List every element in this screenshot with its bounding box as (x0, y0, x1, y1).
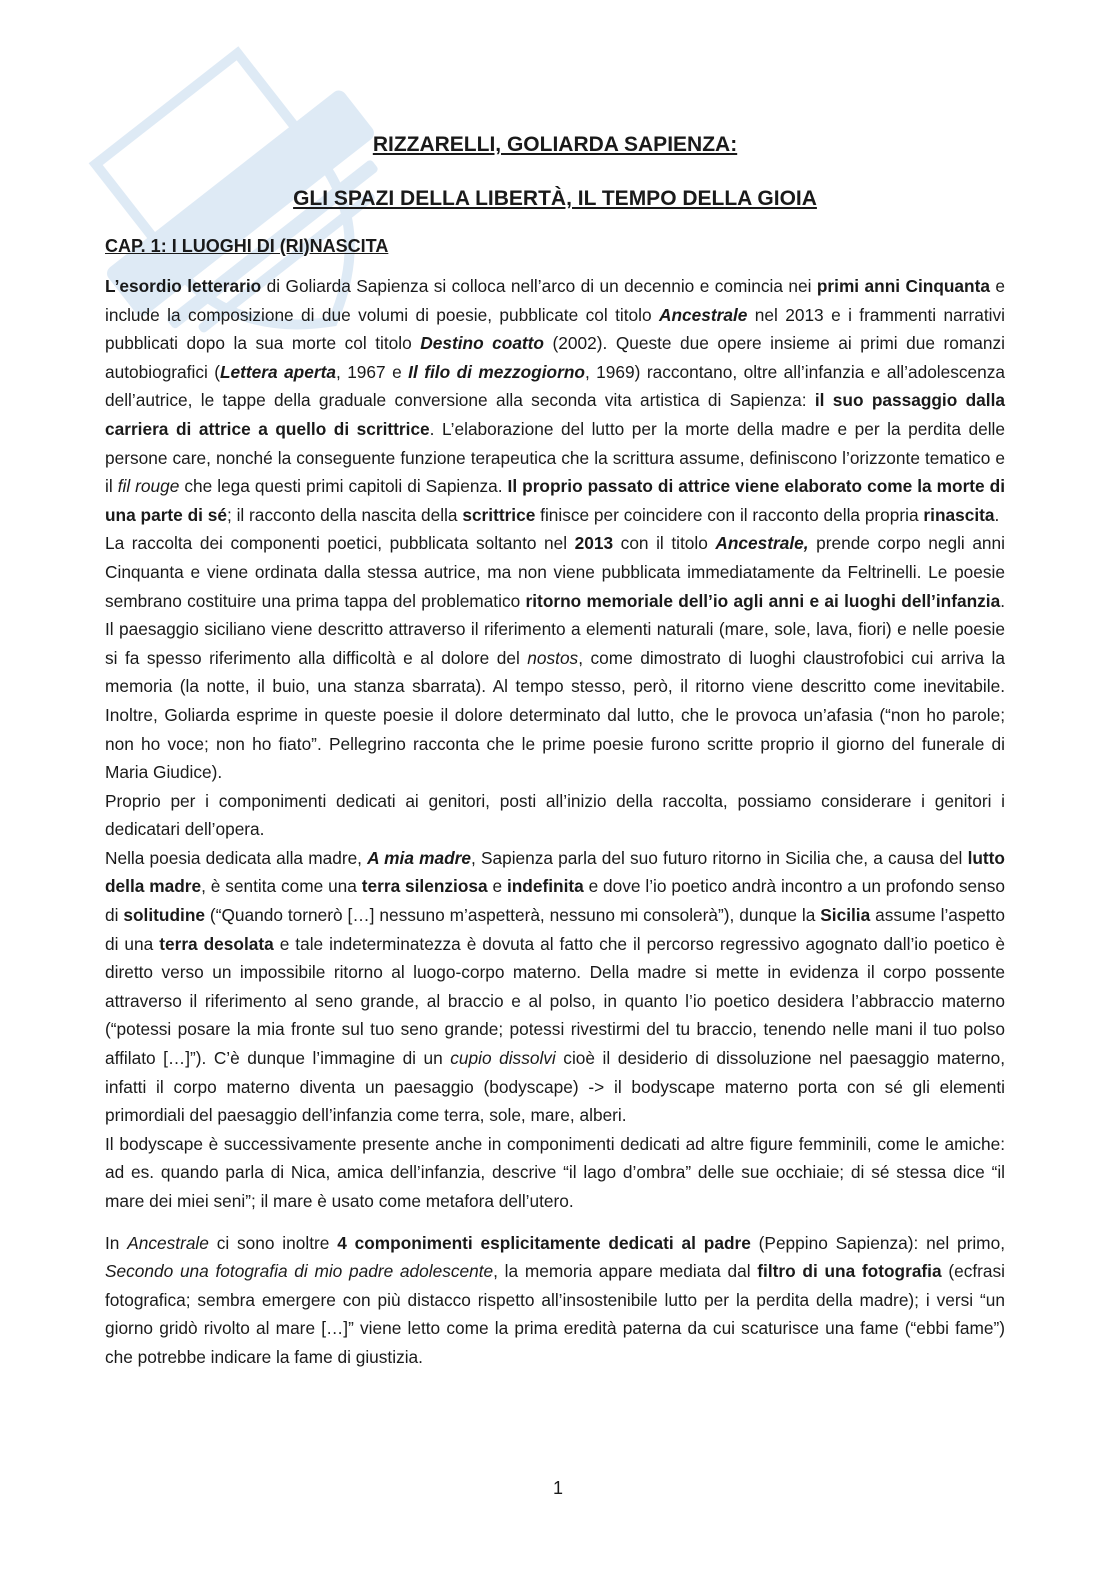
text-run: , 1969) raccontano, oltre all’infanzia e all’adolescenza dell’autrice, le tappe della graduale conversione alla seconda vita artistica di Sapienza: (105, 361, 1006, 411)
emphasis-text: Il filo di mezzogiorno (408, 361, 585, 382)
emphasis-text: Il proprio passato di attrice viene elaborato come la morte di una parte di sé (105, 476, 1006, 525)
text-run: . L’elaborazione del lutto per la morte della madre e per la perdita delle persone care, nonché la conseguente funzione terapeutica che la scrittura assume, definiscono l’orizzonte tematico e il (105, 418, 1005, 497)
emphasis-text: scrittrice (462, 504, 536, 525)
paragraph (105, 1229, 1005, 1372)
text-run: Proprio per i componimenti dedicati ai genitori, posti all’inizio della raccolta, possiamo considerare i genitori i dedicatari dell’opera. (105, 790, 1005, 840)
paragraph (105, 1130, 1005, 1216)
document-page (105, 130, 1005, 1372)
text-run: cioè il desiderio di dissoluzione nel paesaggio materno, infatti il corpo materno diventa un paesaggio (bodyscape) -> il bodyscape materno porta con sé gli elementi primordiali del paesaggio dell’infanzia come terra, sole, mare, alberi. (105, 1048, 1005, 1126)
emphasis-text: 4 componimenti esplicitamente dedicati al padre (337, 1232, 751, 1253)
text-run: prende corpo negli anni Cinquanta e viene ordinata dalla stessa autrice, ma non viene pubblicata immediatamente da Feltrinelli. Le poesie sembrano costituire una prima tappa del problematico (105, 533, 1005, 611)
text-run: In (105, 1232, 128, 1253)
document-title: RIZZARELLI, GOLIARDA SAPIENZA: (372, 133, 738, 156)
text-run: finisce per coincidere con il racconto della propria (535, 504, 924, 525)
emphasis-text: ritorno memoriale dell’io agli anni e ai luoghi dell’infanzia (525, 590, 1001, 611)
emphasis-text: rinascita (923, 504, 995, 525)
text-run: e include la composizione di due volumi di poesie, pubblicate col titolo (105, 276, 1006, 325)
page-number: 1 (552, 1478, 563, 1498)
body-text (105, 272, 1005, 1372)
emphasis-text: lutto della madre (105, 847, 1005, 897)
emphasis-text: L’esordio letterario (105, 276, 262, 296)
document-subtitle: GLI SPAZI DELLA LIBERTÀ, IL TEMPO DELLA GIOIA (293, 187, 817, 210)
text-run: Il bodyscape è successivamente presente anche in componimenti dedicati ad altre figure femminili, come le amiche: ad es. quando parla di Nica, amica dell’infanzia, descrive “il lago d’ombra” delle sue occhiaie; di sé stessa dice “il mare dei miei seni”; il mare è usato come metafora dell’utero. (105, 1133, 1005, 1211)
emphasis-text: terra silenziosa (361, 876, 488, 897)
paragraph (105, 272, 1005, 529)
text-run: e (487, 876, 507, 897)
emphasis-text: il suo passaggio dalla carriera di attrice a quello di scrittrice (105, 390, 1005, 439)
emphasis-text: Ancestrale, (715, 533, 809, 554)
text-run: , la memoria appare mediata dal (493, 1261, 758, 1282)
text-run: (“Quando tornerò […] nessuno m’aspetterà, nessuno mi consolerà”), dunque la (205, 905, 821, 926)
text-run: , 1967 e (335, 361, 409, 382)
emphasis-text: nostos (527, 647, 579, 668)
text-run: con il titolo (613, 533, 716, 554)
paragraph (105, 844, 1005, 1130)
emphasis-text: Ancestrale (127, 1232, 209, 1253)
paragraph (105, 529, 1005, 786)
text-run: (ecfrasi fotografica; sembra emergere con più distacco rispetto all’insostenibile lutto per la perdita della madre); i versi “un giorno gridò rivolto al mare […]” viene letto come la prima eredità paterna da cui scaturisce una fame (“ebbi fame”) che potrebbe indicare la fame di giustizia. (105, 1261, 1005, 1367)
emphasis-text: solitudine (123, 905, 205, 926)
text-run: Nella poesia dedicata alla madre, (105, 847, 368, 868)
emphasis-text: Destino coatto (420, 333, 544, 354)
emphasis-text: Ancestrale (659, 304, 748, 325)
emphasis-text: 2013 (574, 533, 614, 554)
emphasis-text: cupio dissolvi (450, 1048, 556, 1069)
emphasis-text: Sicilia (820, 905, 871, 926)
emphasis-text: indefinita (506, 876, 584, 897)
text-run: di Goliarda Sapienza si colloca nell’arco di un decennio e comincia nei (261, 276, 817, 296)
emphasis-text: terra desolata (159, 933, 274, 954)
text-run: ; il racconto della nascita della (226, 504, 463, 525)
emphasis-text: Secondo una fotografia di mio padre adolescente (105, 1261, 494, 1282)
emphasis-text: A mia madre (367, 847, 471, 868)
text-run: , Sapienza parla del suo futuro ritorno in Sicilia che, a causa del (470, 847, 968, 868)
text-run: . Il paesaggio siciliano viene descritto attraverso il riferimento a elementi naturali (mare, sole, lava, fiori) e nelle poesie si fa spesso riferimento alla difficoltà e al dolore del (105, 590, 1005, 668)
emphasis-text: primi anni Cinquanta (816, 276, 990, 296)
emphasis-text: fil rouge (117, 476, 180, 497)
text-run: . (994, 504, 1000, 525)
emphasis-text: Lettera aperta (220, 361, 336, 382)
text-run: ci sono inoltre (208, 1232, 338, 1253)
text-run: (Peppino Sapienza): nel primo, (750, 1232, 1005, 1253)
text-run: e dove l’io poetico andrà incontro a un profondo senso di (105, 876, 1005, 926)
emphasis-text: filtro di una fotografia (757, 1261, 942, 1282)
text-run: La raccolta dei componenti poetici, pubblicata soltanto nel (105, 533, 575, 554)
text-run: assume l’aspetto di una (105, 905, 1005, 954)
text-run: che lega questi primi capitoli di Sapienza. (179, 476, 508, 497)
text-run: nel 2013 e i frammenti narrativi pubblicati dopo la sua morte col titolo (105, 304, 1005, 354)
chapter-heading: CAP. 1: I LUOGHI DI (RI)NASCITA (105, 236, 389, 256)
text-run: , come dimostrato di luoghi claustrofobici cui arriva la memoria (la notte, il buio, una stanza sbarrata). Al tempo stesso, però, il ritorno viene descritto come inevitabile. Inoltre, Goliarda esprime in queste poesie il dolore determinato dal lutto, che le provoca un’afasia (“non ho parole; non ho voce; non ho fiato”. Pellegrino racconta che le prime poesie furono scritte proprio il giorno del funerale di Maria Giudice). (105, 647, 1006, 783)
paragraph (105, 787, 1005, 844)
text-run: , è sentita come una (201, 876, 362, 897)
text-run: e tale indeterminatezza è dovuta al fatto che il percorso regressivo agognato dall’io poetico è diretto verso un impossibile ritorno al luogo-corpo materno. Della madre si mette in evidenza il corpo possente attraverso il riferimento al seno grande, al braccio e al polso, in quanto l’io poetico desidera l’abbraccio materno (“potessi posare la mia fronte sul tuo seno grande; potessi rivestirmi del tu braccio, tenendo nelle mani il tuo polso affilato […]”). C’è dunque l’immagine di un (105, 933, 1006, 1069)
text-run: (2002). Queste due opere insieme ai primi due romanzi autobiografici ( (105, 333, 1006, 382)
